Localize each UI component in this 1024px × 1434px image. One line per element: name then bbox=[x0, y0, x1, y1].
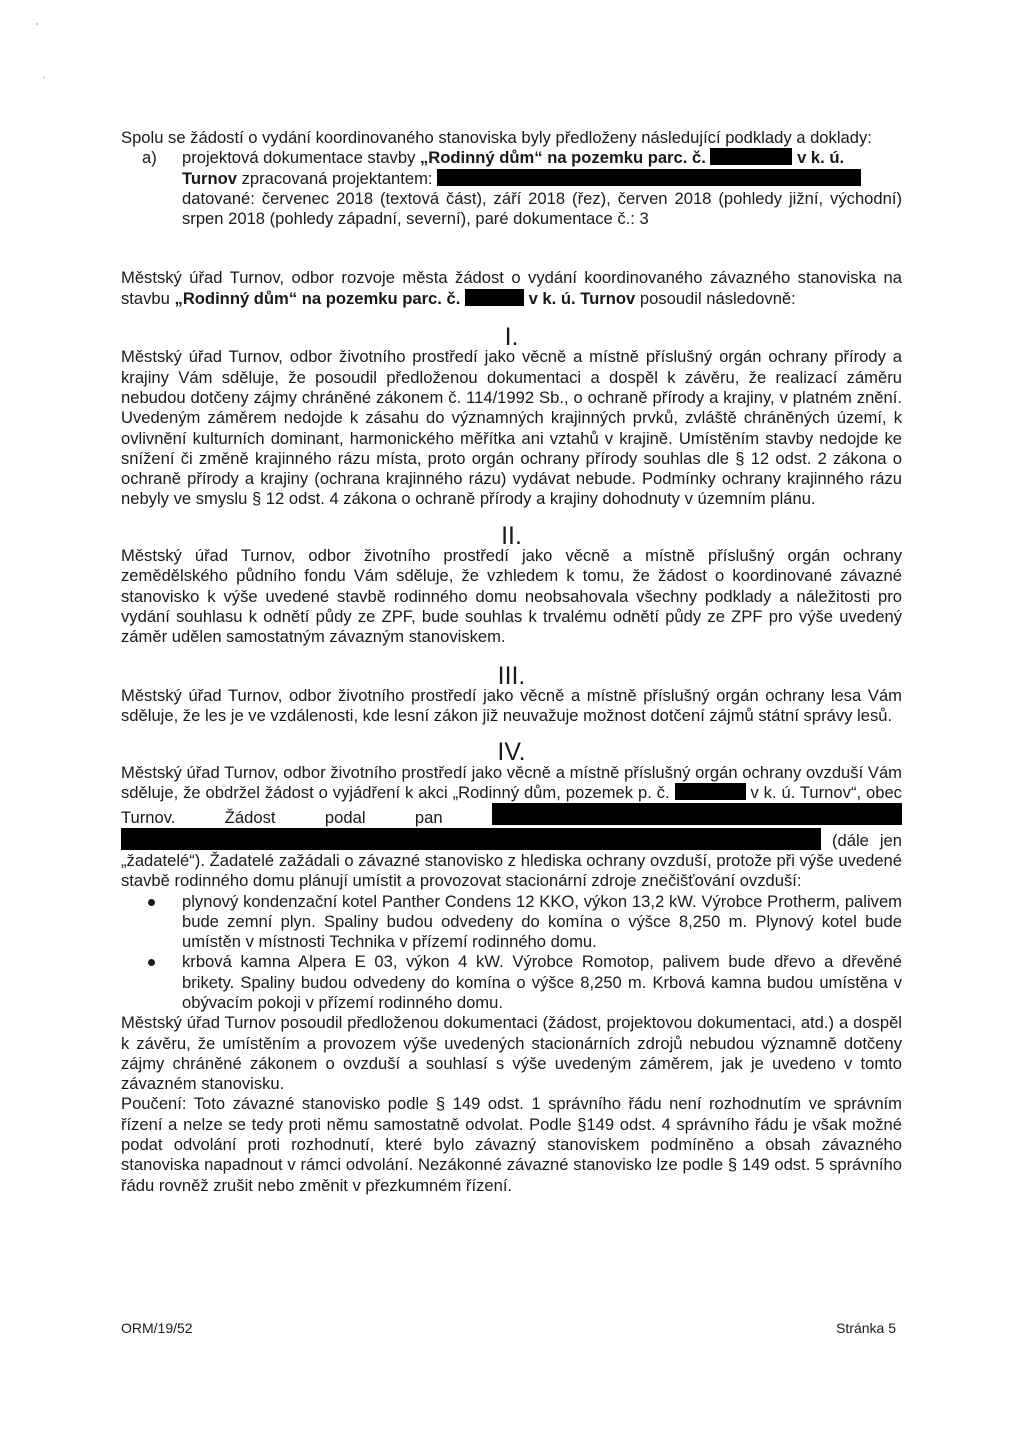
bullet-icon bbox=[121, 892, 182, 953]
section-2-text: Městský úřad Turnov, odbor životního prostředí jako věcně a místně příslušný orgán ochrany zemědělského půdního fondu Vám sděluje, že vzhledem k tomu, že žádost o koordinované závazné stanovisko k výše uvedené stavbě rodinného domu neobsahovala všechny podklady a náležitosti pro vydání souhlasu k odnětí půdy ze ZPF, bude souhlas k trvalému odnětí půdy ze ZPF pro výše uvedený záměr udělen samostatným závazným stanoviskem. bbox=[121, 546, 902, 647]
section-4-conclusion: Městský úřad Turnov posoudil předloženou dokumentaci (žádost, projektovou dokumentaci, atd.) a dospěl k závěru, že umístěním a provozem výše uvedených stacionárních zdrojů nebudou významně dotčeny zájmy chráněné zákonem o ovzduší a souhlasí s výše uvedeným záměrem, jak je uvedeno v tomto závazném stanovisku. bbox=[121, 1013, 902, 1094]
section-1-text: Městský úřad Turnov, odbor životního prostředí jako věcně a místně příslušný orgán ochrany přírody a krajiny Vám sděluje, že posoudil předloženou dokumentaci a dospěl k závěru, že realizací záměru nebudou dotčeny zájmy chráněné zákonem č. 114/1992 Sb., o ochraně přírody a krajiny, v platném znění. Uvedeným záměrem nedojde k zásahu do významných krajinných prvků, zvláště chráněných území, k ovlivnění kulturních dominant, harmonického měřítka ani vztahů v krajině. Umístěním stavby nedojde ke snížení či změně krajinného rázu místa, proto orgán ochrany přírody souhlas dle § 12 odst. 2 zákona o ochraně přírody a krajiny (ochrana krajinného rázu) vydávat nebude. Podmínky ochrany krajinného rázu nebyly ve smyslu § 12 odst. 4 zákona o ochraně přírody a krajiny dohodnuty v územním plánu. bbox=[121, 347, 902, 509]
list-item-text: plynový kondenzační kotel Panther Condens 12 KKO, výkon 13,2 kW. Výrobce Protherm, palivem bude zemní plyn. Spaliny budou odvedeny do komína o výšce 8,250 m. Plynový kotel bude umístěn v místnosti Technika v přízemí rodinného domu. bbox=[182, 891, 902, 952]
section-heading-2: II. bbox=[501, 521, 522, 550]
assessment-parcel-label: „Rodinný dům“ na pozemku parc. č. bbox=[174, 288, 461, 308]
list-item-text: krbová kamna Alpera E 03, výkon 4 kW. Výrobce Romotop, palivem bude dřevo a dřevěné brikety. Spaliny budou odvedeny do komína o výšce 8,250 m. Krbová kamna budou umístěna v obývacím pokoji v přízemí rodinného domu. bbox=[182, 952, 902, 1012]
bullet-icon bbox=[121, 952, 182, 1013]
intro-paragraph: Spolu se žádostí o vydání koordinovaného stanoviska byly předloženy následující podklady a doklady: bbox=[121, 128, 872, 147]
list-item bbox=[121, 892, 902, 953]
item-a-parcel-label: „Rodinný dům“ na pozemku parc. č. bbox=[419, 148, 706, 168]
section-heading-4: IV. bbox=[497, 738, 526, 767]
document-reference: ORM/19/52 bbox=[121, 1320, 193, 1336]
assessment-cadastral: v k. ú. Turnov bbox=[523, 288, 636, 308]
section-4-text bbox=[121, 763, 902, 892]
item-a-cadastral-label: v k. ú. bbox=[797, 148, 845, 168]
item-a-town: Turnov bbox=[182, 168, 237, 188]
page-number: Stránka 5 bbox=[836, 1320, 896, 1336]
item-a-dates: datované: červenec 2018 (textová část), září 2018 (řez), červen 2018 (pohledy jižní, východní) srpen 2018 (pohledy západní, severní), paré dokumentace č.: 3 bbox=[182, 188, 902, 229]
section-4-applicant-label: v k. ú. Turnov“, obec Turnov. Žádost podal pan bbox=[121, 783, 902, 828]
redaction-applicant-address bbox=[121, 828, 821, 850]
scan-speck: ˌ bbox=[42, 65, 46, 79]
redaction-designer bbox=[437, 169, 861, 186]
section-4-request: (dále jen „žadatelé“). Žadatelé zažádali o závazné stanovisko z hlediska ochrany ovzduší, protože při výše uvedené stavbě rodinného domu plánují umístit a provozovat stacionární zdroje znečišťování ovzduší: bbox=[121, 830, 902, 891]
scan-speck: ˈ bbox=[35, 21, 39, 35]
list-item bbox=[121, 952, 902, 1013]
item-a-designer-label: zpracovaná projektantem: bbox=[237, 168, 438, 188]
redaction-applicant-name bbox=[492, 803, 902, 825]
list-item-body bbox=[182, 148, 902, 229]
redaction-parcel-number bbox=[465, 289, 524, 306]
redaction-parcel-number bbox=[675, 783, 746, 800]
section-3-text: Městský úřad Turnov, odbor životního prostředí jako věcně a místně příslušný orgán ochrany lesa Vám sděluje, že les je ve vzdálenosti, kde lesní zákon již neuvažuje možnost dotčení zájmů státní správy lesů. bbox=[121, 685, 902, 726]
document-list-item-a bbox=[121, 148, 902, 229]
item-a-text: projektová dokumentace stavby bbox=[182, 148, 420, 168]
assessment-text: Městský úřad Turnov, odbor rozvoje města žádost o vydání koordinovaného závazného stanoviska na stavbu bbox=[121, 268, 902, 308]
section-4-intro: Městský úřad Turnov, odbor životního prostředí jako věcně a místně příslušný orgán ochrany ovzduší Vám sděluje, že obdržel žádost o vyjádření k akci „Rodinný dům, pozemek p. č. bbox=[121, 762, 902, 803]
list-marker: a) bbox=[142, 148, 157, 168]
emission-sources-list bbox=[121, 892, 902, 1014]
redaction-parcel-number bbox=[710, 148, 792, 165]
legal-instruction: Poučení: Toto závazné stanovisko podle § 149 odst. 1 správního řádu není rozhodnutím ve správním řízení a nelze se tedy proti němu samostatně odvolat. Podle §149 odst. 4 správního řádu je však možné podat odvolání proti rozhodnutí, které bylo závazný stanoviskem podmíněno a obsah závazného stanoviska napadnout v rámci odvolání. Nezákonné závazné stanovisko lze podle § 149 odst. 5 správního řádu rovněž zrušit nebo změnit v přezkumném řízení. bbox=[121, 1094, 902, 1195]
assessment-paragraph bbox=[121, 268, 902, 309]
section-heading-1: I. bbox=[504, 323, 519, 352]
section-heading-3: III. bbox=[497, 661, 526, 690]
assessment-tail: posoudil následovně: bbox=[635, 288, 796, 308]
document-body bbox=[121, 128, 902, 1196]
